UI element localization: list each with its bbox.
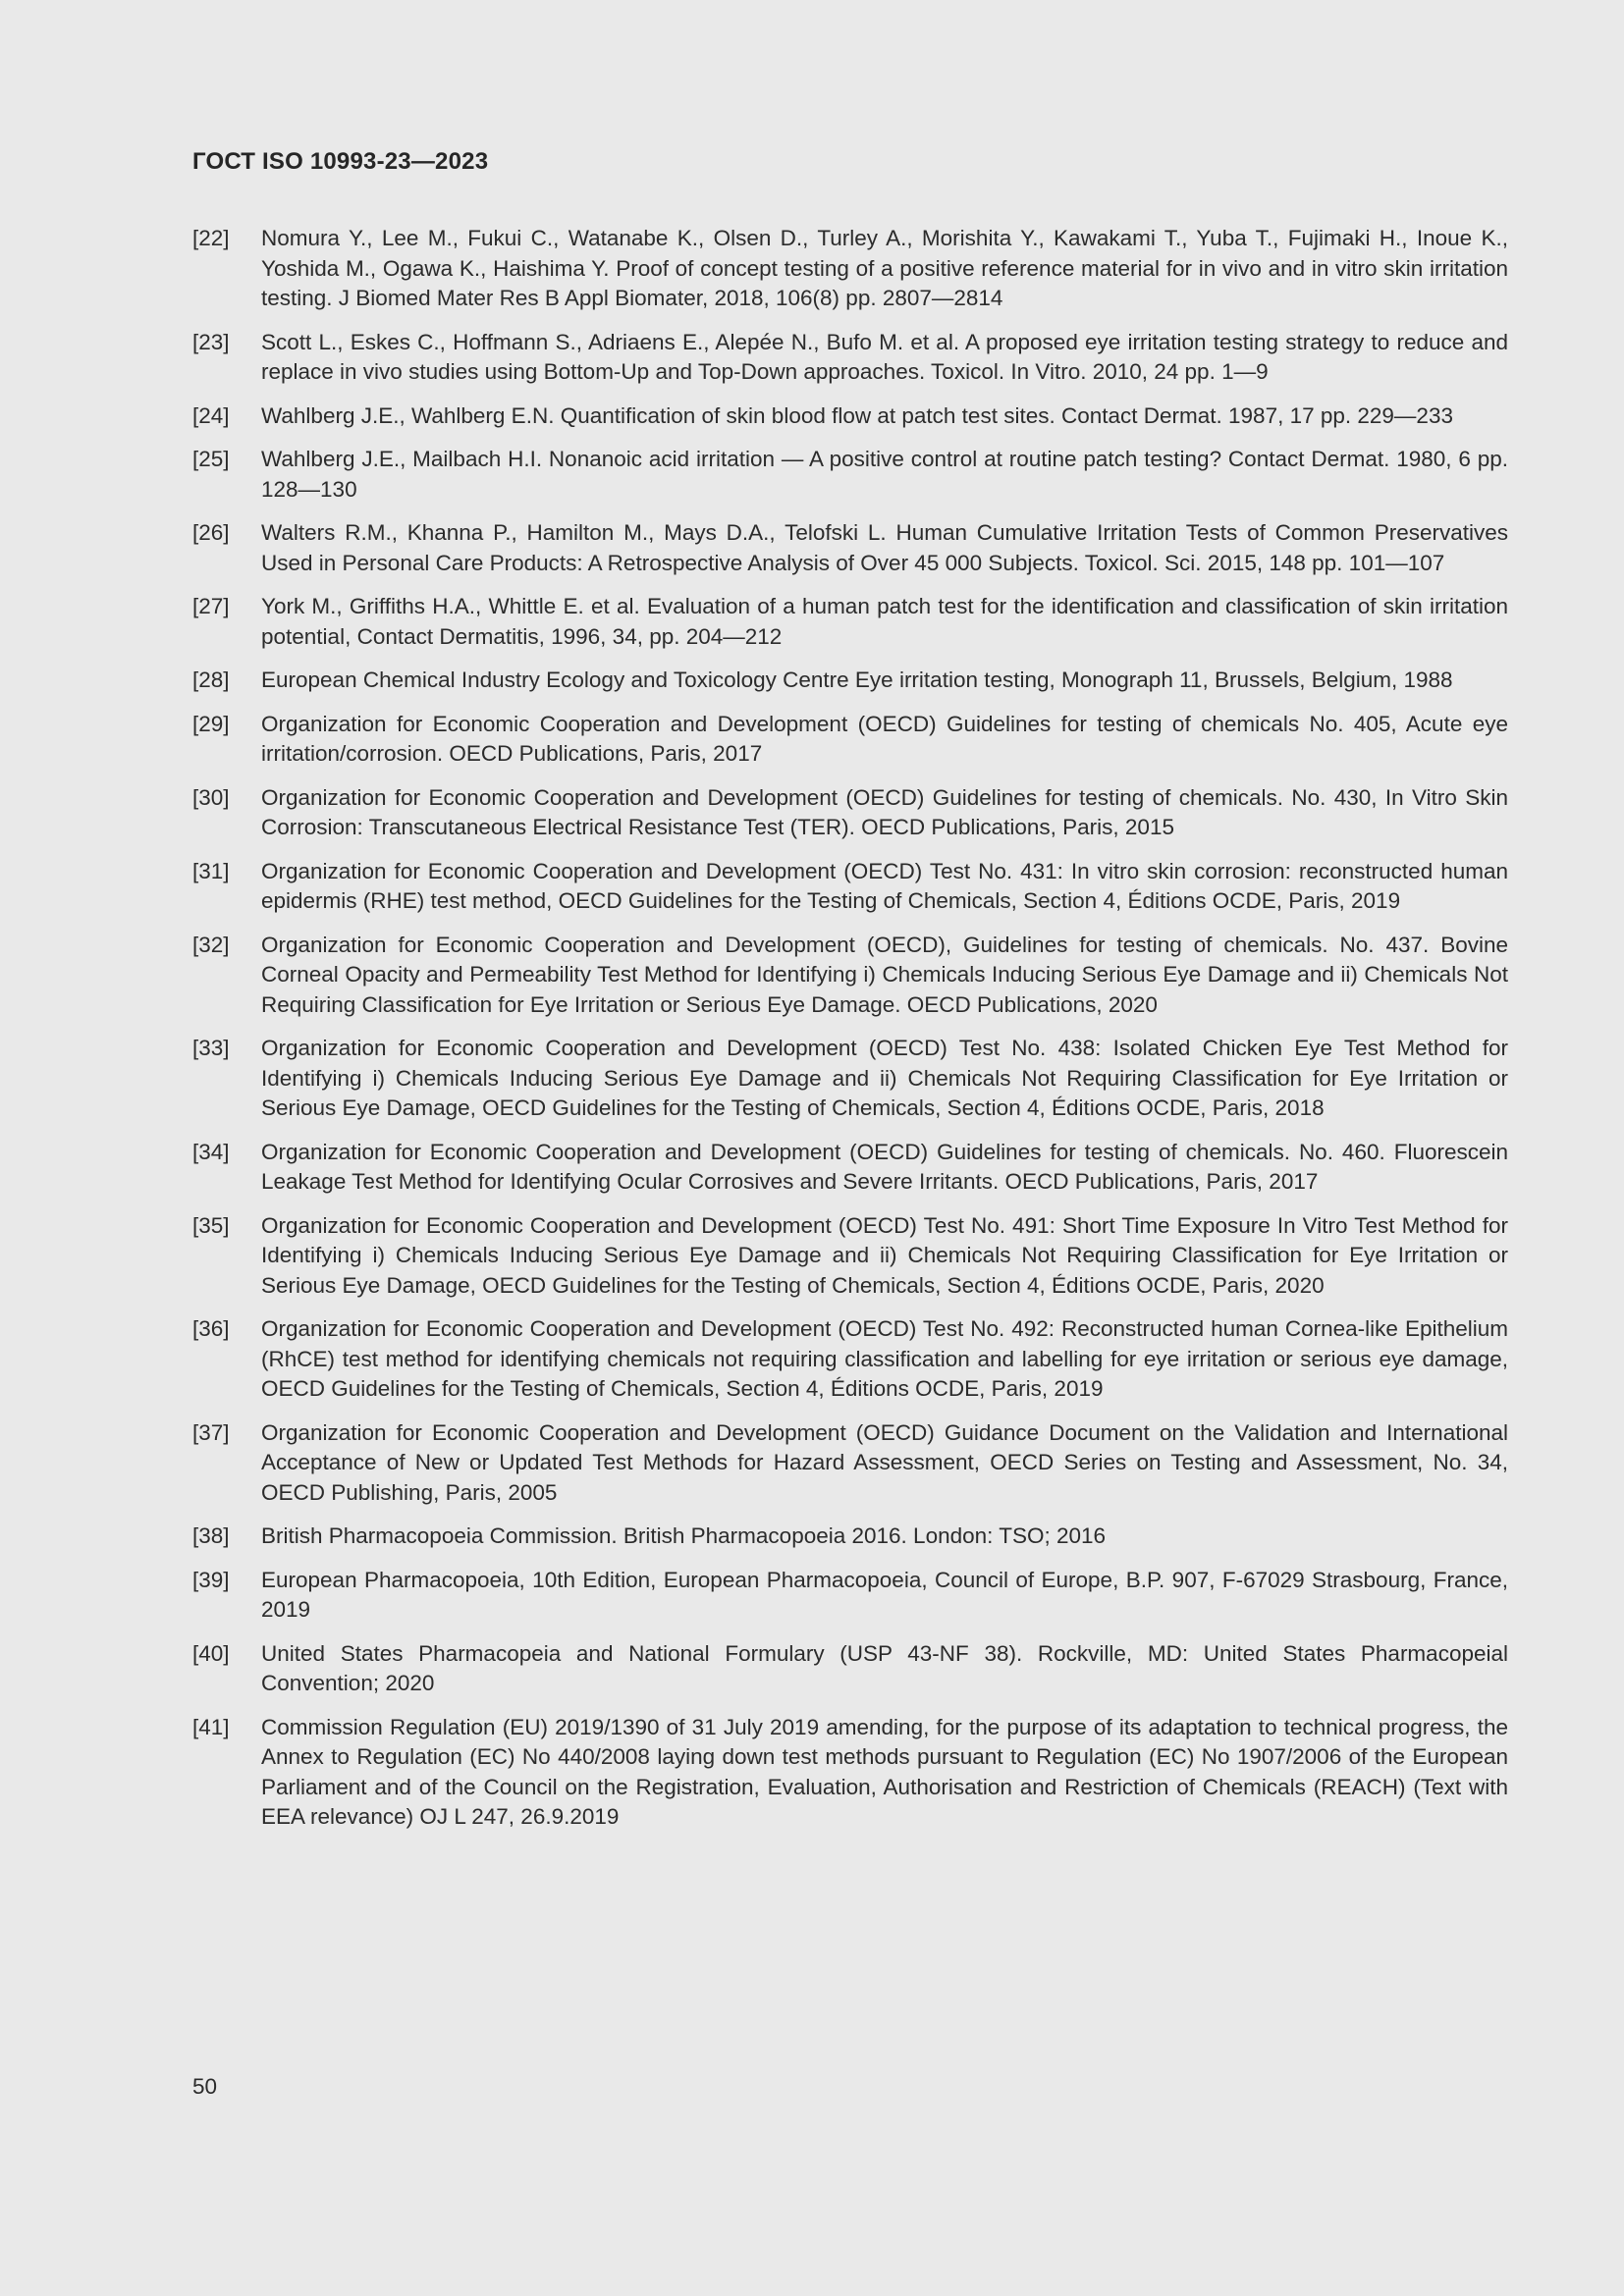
reference-text: York M., Griffiths H.A., Whittle E. et al. Evaluation of a human patch test for the identification and classification of skin irritation potential, Contact Dermatitis, 1996, 34, pp. 204—212 [261,594,1508,649]
reference-text: Scott L., Eskes C., Hoffmann S., Adriaens E., Alepée N., Bufo M. et al. A proposed eye irritation testing strategy to reduce and replace in vivo studies using Bottom-Up and Top-Down approaches. Toxicol. In Vitro. 2010, 24 pp. 1—9 [261,329,1508,384]
reference-item [192,518,1508,578]
reference-number: [26] [192,520,230,545]
reference-number: [33] [192,1036,230,1060]
reference-text: Organization for Economic Cooperation and Development (OECD) Test No. 492: Reconstructed human Cornea-like Epithelium (RhCE) test method for identifying chemicals not requiring classification and labelling for eye irritation or serious eye damage, OECD Guidelines for the Testing of Chemicals, Section 4, Éditions OCDE, Paris, 2019 [261,1316,1508,1401]
reference-number: [25] [192,447,230,471]
reference-item [192,1713,1508,1833]
reference-number: [34] [192,1139,230,1164]
reference-number: [41] [192,1714,230,1739]
reference-item [192,1639,1508,1699]
reference-number: [40] [192,1640,230,1666]
reference-item [192,783,1508,843]
reference-number: [37] [192,1419,230,1445]
reference-text: Organization for Economic Cooperation and Development (OECD) Test No. 438: Isolated Chicken Eye Test Method for Identifying i) Chemicals Inducing Serious Eye Damage and ii) Chemicals Not Requiring Classification for Eye Irritation or Serious Eye Damage, OECD Guidelines for the Testing of Chemicals, Section 4, Éditions OCDE, Paris, 2018 [261,1036,1508,1120]
reference-item [192,1211,1508,1302]
reference-number: [24] [192,402,230,428]
reference-text: Walters R.M., Khanna P., Hamilton M., Mays D.A., Telofski L. Human Cumulative Irritation Tests of Common Preservatives Used in Personal Care Products: A Retrospective Analysis of Over 45 000 Subjects. Toxicol. Sci. 2015, 148 pp. 101—107 [261,520,1508,575]
reference-text: Organization for Economic Cooperation and Development (OECD) Guidelines for testing of chemicals. No. 460. Fluorescein Leakage Test Method for Identifying Ocular Corrosives and Severe Irritants. OECD Publications, Paris, 2017 [261,1139,1508,1194]
reference-text: British Pharmacopoeia Commission. British Pharmacopoeia 2016. London: TSO; 2016 [261,1523,1107,1548]
reference-number: [30] [192,784,230,810]
reference-number: [31] [192,858,230,883]
reference-text: Wahlberg J.E., Wahlberg E.N. Quantification of skin blood flow at patch test sites. Contact Dermat. 1987, 17 pp. 229—233 [261,402,1453,428]
reference-number: [22] [192,226,230,250]
reference-item [192,666,1508,696]
reference-number: [35] [192,1212,230,1238]
reference-item [192,1418,1508,1509]
reference-number: [27] [192,594,230,618]
reference-item [192,224,1508,314]
reference-text: Nomura Y., Lee M., Fukui C., Watanabe K., Olsen D., Turley A., Morishita Y., Kawakami T., Yuba T., Fujimaki H., Inoue K., Yoshida M., Ogawa K., Haishima Y. Proof of concept testing of a positive reference material for in vivo and in vitro skin irritation testing. J Biomed Mater Res B Appl Biomater, 2018, 106(8) pp. 2807—2814 [261,226,1508,310]
reference-item [192,592,1508,652]
reference-item [192,931,1508,1021]
bibliography-list [192,224,1508,1846]
reference-number: [28] [192,667,230,692]
reference-item [192,401,1508,432]
reference-item [192,1522,1508,1552]
reference-text: Wahlberg J.E., Mailbach H.I. Nonanoic acid irritation — A positive control at routine patch testing? Contact Dermat. 1980, 6 pp. 128—130 [261,447,1508,502]
reference-text: Organization for Economic Cooperation and Development (OECD) Guidelines for testing of chemicals. No. 430, In Vitro Skin Corrosion: Transcutaneous Electrical Resistance Test (TER). OECD Publications, Paris, 2015 [261,784,1508,839]
reference-number: [23] [192,329,230,354]
reference-item [192,857,1508,917]
reference-number: [38] [192,1523,230,1548]
reference-text: United States Pharmacopeia and National Formulary (USP 43-NF 38). Rockville, MD: United States Pharmacopeial Convention; 2020 [261,1640,1508,1695]
reference-item [192,1138,1508,1198]
reference-item [192,328,1508,388]
reference-text: Organization for Economic Cooperation and Development (OECD) Test No. 491: Short Time Exposure In Vitro Test Method for Identifying i) Chemicals Inducing Serious Eye Damage and ii) Chemicals Not Requiring Classification for Eye Irritation or Serious Eye Damage, OECD Guidelines for the Testing of Chemicals, Section 4, Éditions OCDE, Paris, 2020 [261,1212,1508,1298]
reference-text: European Pharmacopoeia, 10th Edition, European Pharmacopoeia, Council of Europe, B.P. 907, F-67029 Strasbourg, France, 2019 [261,1567,1508,1622]
reference-text: Organization for Economic Cooperation and Development (OECD), Guidelines for testing of chemicals. No. 437. Bovine Corneal Opacity and Permeability Test Method for Identifying i) Chemicals Inducing Serious Eye Damage and ii) Chemicals Not Requiring Classification for Eye Irritation or Serious Eye Damage. OECD Publications, 2020 [261,932,1508,1017]
reference-text: European Chemical Industry Ecology and Toxicology Centre Eye irritation testing, Monograph 11, Brussels, Belgium, 1988 [261,667,1453,692]
document-header-title: ГОСТ ISO 10993-23—2023 [192,148,489,175]
reference-item [192,1034,1508,1124]
reference-item [192,1566,1508,1626]
reference-number: [29] [192,711,230,736]
reference-text: Organization for Economic Cooperation and Development (OECD) Guidelines for testing of chemicals No. 405, Acute eye irritation/corrosion. OECD Publications, Paris, 2017 [261,711,1508,766]
page-number: 50 [192,2074,218,2099]
reference-text: Organization for Economic Cooperation and Development (OECD) Guidance Document on the Validation and International Acceptance of New or Updated Test Methods for Hazard Assessment, OECD Series on Testing and Assessment, No. 34, OECD Publishing, Paris, 2005 [261,1419,1508,1505]
reference-item [192,710,1508,770]
reference-number: [39] [192,1567,230,1592]
reference-item [192,445,1508,505]
reference-number: [36] [192,1316,230,1341]
reference-text: Commission Regulation (EU) 2019/1390 of 31 July 2019 amending, for the purpose of its adaptation to technical progress, the Annex to Regulation (EC) No 440/2008 laying down test methods pursuant to Regulation (EC) No 1907/2006 of the European Parliament and of the Council on the Registration, Evaluation, Authorisation and Restriction of Chemicals (REACH) (Text with EEA relevance) OJ L 247, 26.9.2019 [261,1714,1508,1829]
reference-item [192,1314,1508,1405]
reference-number: [32] [192,932,230,957]
reference-text: Organization for Economic Cooperation and Development (OECD) Test No. 431: In vitro skin corrosion: reconstructed human epidermis (RHE) test method, OECD Guidelines for the Testing of Chemicals, Section 4, Éditions OCDE, Paris, 2019 [261,858,1508,913]
